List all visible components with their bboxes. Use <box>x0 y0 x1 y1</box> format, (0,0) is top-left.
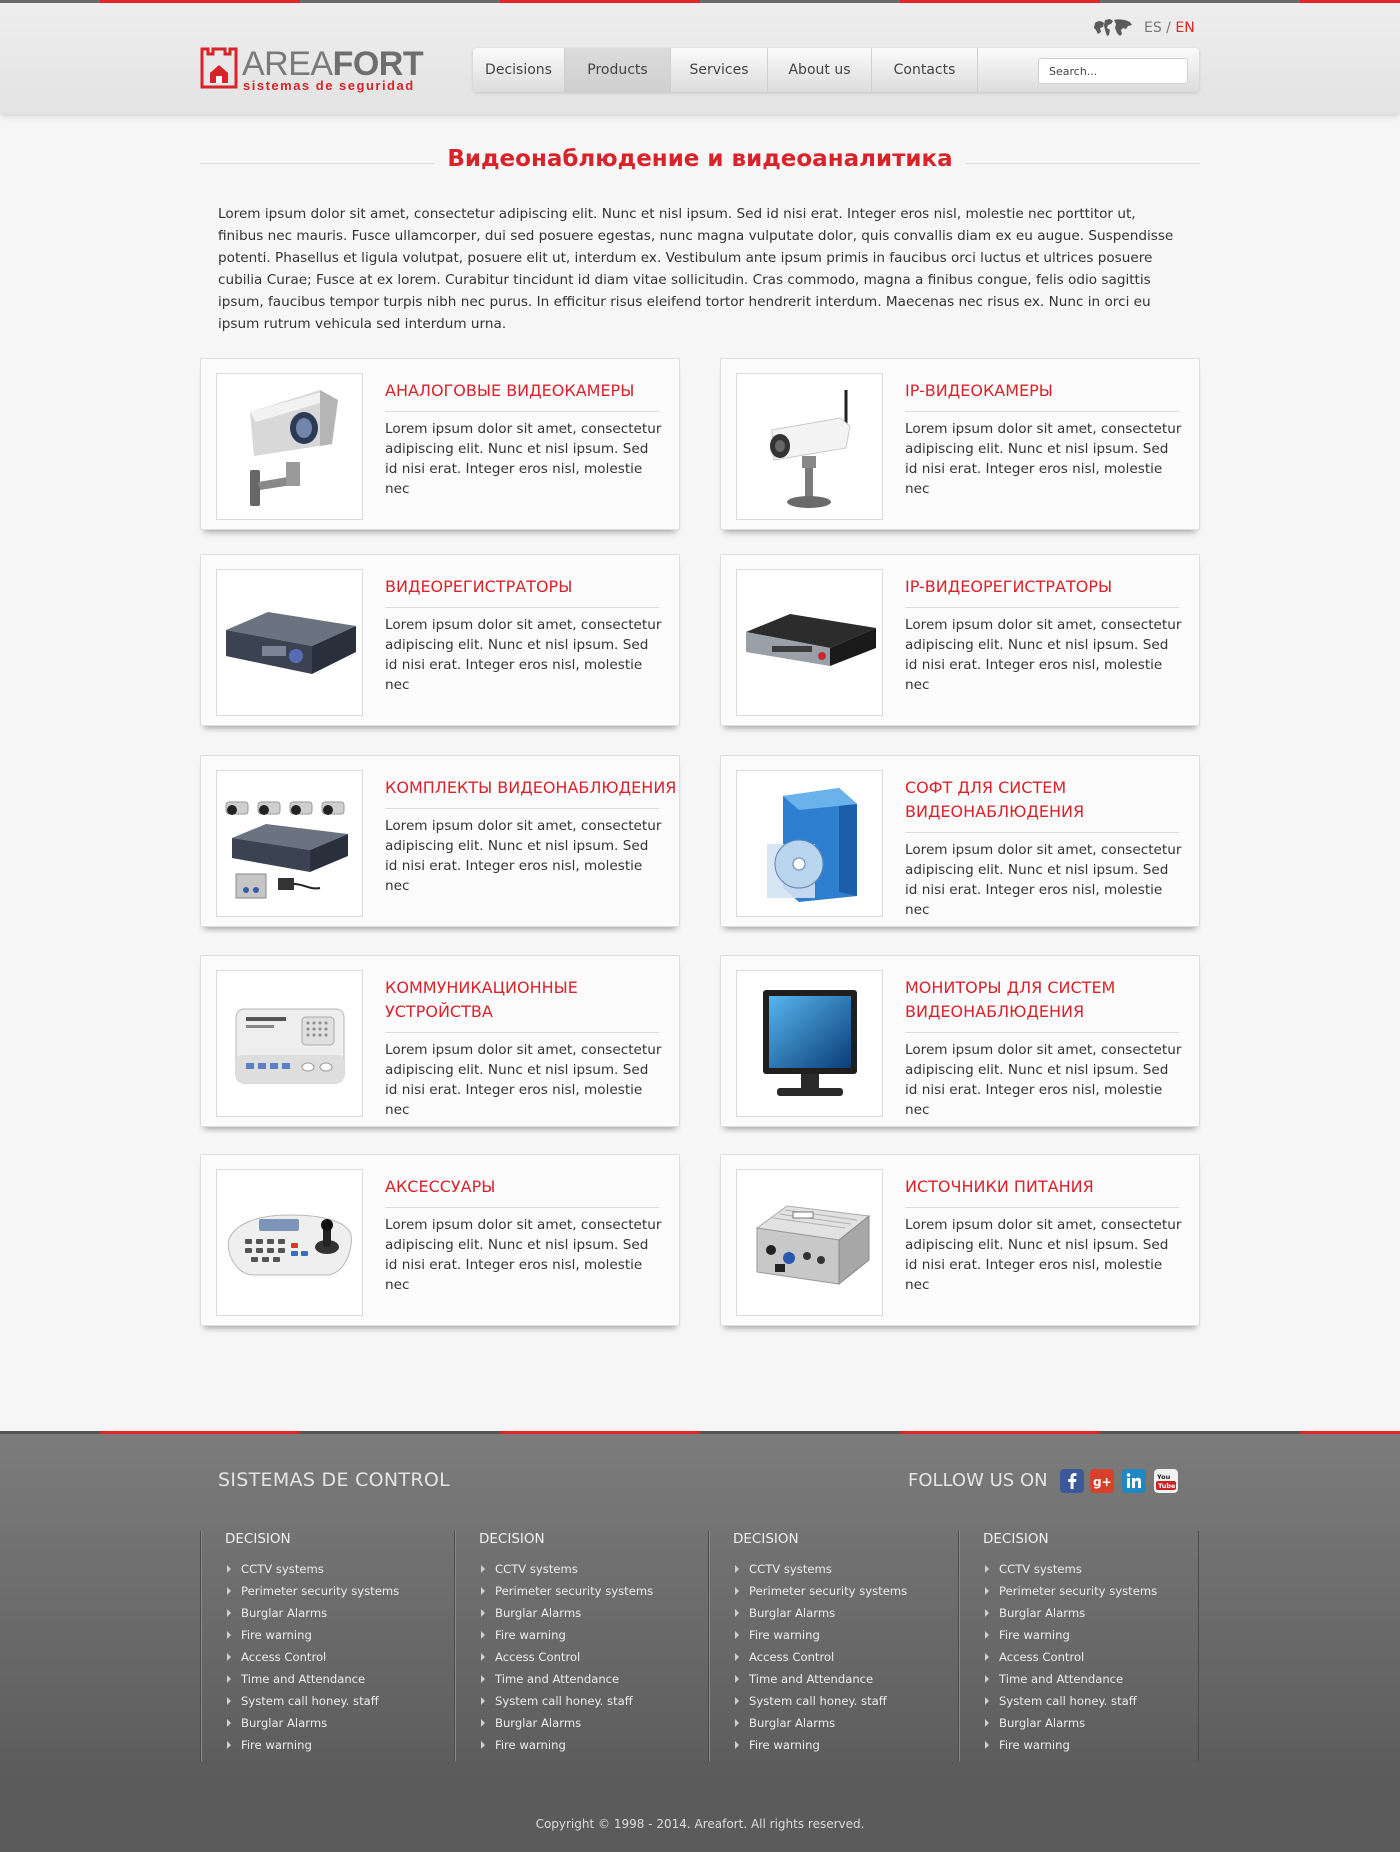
footer-link[interactable]: Perimeter security systems <box>479 1583 653 1605</box>
product-card[interactable] <box>200 955 680 1127</box>
footer-link[interactable]: Burglar Alarms <box>479 1605 653 1627</box>
product-card-text: Lorem ipsum dolor sit amet, consectetur adipiscing elit. Nunc et nisl ipsum. Sed id nisi erat. Integer eros nisl, molestie nec <box>385 1217 662 1293</box>
nav-products[interactable]: Products <box>565 48 671 92</box>
product-card[interactable] <box>720 755 1200 927</box>
product-card[interactable] <box>200 358 680 530</box>
footer-link[interactable]: Time and Attendance <box>733 1671 907 1693</box>
product-thumbnail[interactable] <box>216 970 363 1117</box>
card-divider <box>905 832 1179 833</box>
logo[interactable] <box>200 45 424 93</box>
card-divider <box>905 1207 1179 1208</box>
svg-text:Tube: Tube <box>1158 1482 1176 1490</box>
accent-stripe <box>1300 1431 1400 1434</box>
product-card[interactable] <box>200 554 680 726</box>
footer-link[interactable]: Time and Attendance <box>225 1671 399 1693</box>
nav-services[interactable]: Services <box>671 48 768 92</box>
product-card-text: Lorem ipsum dolor sit amet, consectetur adipiscing elit. Nunc et nisl ipsum. Sed id nisi erat. Integer eros nisl, molestie nec <box>905 421 1182 497</box>
card-divider <box>385 1032 659 1033</box>
product-card-text: Lorem ipsum dolor sit amet, consectetur adipiscing elit. Nunc et nisl ipsum. Sed id nisi erat. Integer eros nisl, molestie nec <box>905 617 1182 693</box>
product-card-title[interactable]: АНАЛОГОВЫЕ ВИДЕОКАМЕРЫ <box>385 381 635 400</box>
footer-link[interactable]: Perimeter security systems <box>733 1583 907 1605</box>
footer-link[interactable]: Fire warning <box>225 1627 399 1649</box>
nav-contacts[interactable]: Contacts <box>872 48 978 92</box>
footer-link[interactable]: Fire warning <box>983 1627 1157 1649</box>
product-card[interactable] <box>200 755 680 927</box>
intro-paragraph: Lorem ipsum dolor sit amet, consectetur adipiscing elit. Nunc et nisl ipsum. Sed id nisi erat. Integer eros nisl, molestie nec porttitor ut, finibus nec mauris. Fusce ullamcorper, dui sed posuere egestas, nunc magna vulputate dolor, quis convallis diam ex eu augue. Suspendisse potenti. Phasellus et ligula volutpat, posuere elit ut, interdum ex. Vestibulum ante ipsum primis in faucibus orci luctus et ultrices posuere cubilia Curae; Fusce at ex lorem. Curabitur tincidunt id diam vitae sollicitudin. Cras commodo, magna a finibus congue, felis odio sagittis ipsum, faucibus tempor turpis nibh nec purus. In efficitur risus eleifend tortor hendrerit interdum. Maecenas nec risus ex. Nunc in orci eu ipsum rutrum vehicula sed interdum urna. <box>218 206 1174 332</box>
ptz-keyboard-icon <box>223 1203 357 1283</box>
footer-link[interactable]: Perimeter security systems <box>983 1583 1157 1605</box>
card-divider <box>385 1207 659 1208</box>
lang-separator: / <box>1161 20 1176 36</box>
footer-column-divider <box>1198 1531 1199 1761</box>
footer-link-list <box>225 1561 399 1759</box>
footer-link[interactable]: Burglar Alarms <box>479 1715 653 1737</box>
product-card-title[interactable]: КОММУНИКАЦИОННЫЕ УСТРОЙСТВА <box>385 978 578 1021</box>
footer-link[interactable]: Time and Attendance <box>479 1671 653 1693</box>
nvr-icon <box>742 608 878 678</box>
card-divider <box>905 411 1179 412</box>
google-plus-icon[interactable] <box>1090 1469 1114 1493</box>
product-card-title[interactable]: IP-ВИДЕОКАМЕРЫ <box>905 381 1053 400</box>
software-box-icon <box>755 784 865 904</box>
footer-link[interactable]: Access Control <box>733 1649 907 1671</box>
product-card-title[interactable]: МОНИТОРЫ ДЛЯ СИСТЕМ ВИДЕОНАБЛЮДЕНИЯ <box>905 978 1116 1021</box>
footer-link[interactable]: Burglar Alarms <box>225 1605 399 1627</box>
site-header <box>0 0 1400 114</box>
footer-link[interactable]: Fire warning <box>225 1737 399 1759</box>
footer-link[interactable]: Fire warning <box>733 1627 907 1649</box>
logo-word-bold: FORT <box>332 45 424 83</box>
product-thumbnail[interactable] <box>216 569 363 716</box>
footer-link[interactable]: Fire warning <box>479 1737 653 1759</box>
product-card-title[interactable]: КОМПЛЕКТЫ ВИДЕОНАБЛЮДЕНИЯ <box>385 778 677 797</box>
footer-column-heading: DECISION <box>479 1531 545 1547</box>
youtube-icon[interactable] <box>1154 1469 1178 1493</box>
footer-link[interactable]: Access Control <box>983 1649 1157 1671</box>
svg-text:You: You <box>1157 1473 1171 1481</box>
footer-link-list <box>983 1561 1157 1759</box>
footer-column-heading: DECISION <box>983 1531 1049 1547</box>
footer-link[interactable]: Fire warning <box>479 1627 653 1649</box>
power-supply-icon <box>745 1198 875 1288</box>
nav-about-us[interactable]: About us <box>768 48 872 92</box>
footer-link[interactable]: System call honey. staff <box>225 1693 399 1715</box>
page-title-text: Видеонаблюдение и видеоаналитика <box>435 146 964 172</box>
footer-link[interactable]: Burglar Alarms <box>225 1715 399 1737</box>
logo-tagline: sistemas de seguridad <box>243 78 415 93</box>
product-card[interactable] <box>720 955 1200 1127</box>
search-input[interactable] <box>1038 58 1188 84</box>
footer-link[interactable]: Burglar Alarms <box>983 1605 1157 1627</box>
footer-link[interactable]: Perimeter security systems <box>225 1583 399 1605</box>
product-thumbnail[interactable] <box>216 373 363 520</box>
product-card[interactable] <box>720 358 1200 530</box>
footer-link[interactable]: Access Control <box>225 1649 399 1671</box>
linkedin-icon[interactable] <box>1122 1469 1146 1493</box>
page-title <box>200 146 1200 172</box>
product-card-text: Lorem ipsum dolor sit amet, consectetur adipiscing elit. Nunc et nisl ipsum. Sed id nisi erat. Integer eros nisl, molestie nec <box>385 421 662 497</box>
footer-link[interactable]: System call honey. staff <box>479 1693 653 1715</box>
product-card-text: Lorem ipsum dolor sit amet, consectetur adipiscing elit. Nunc et nisl ipsum. Sed id nisi erat. Integer eros nisl, molestie nec <box>385 1042 662 1118</box>
footer-column <box>958 1531 1198 1761</box>
language-switcher <box>1092 17 1195 39</box>
footer-link[interactable]: Time and Attendance <box>983 1671 1157 1693</box>
footer-link[interactable]: Access Control <box>479 1649 653 1671</box>
product-card[interactable] <box>720 554 1200 726</box>
product-thumbnail[interactable] <box>736 970 883 1117</box>
product-thumbnail[interactable] <box>736 569 883 716</box>
card-divider <box>385 411 659 412</box>
svg-text:g+: g+ <box>1093 1475 1112 1489</box>
ip-camera-icon <box>750 382 870 512</box>
follow-us-label: FOLLOW US ON <box>908 1470 1048 1491</box>
product-card-title[interactable]: ИСТОЧНИКИ ПИТАНИЯ <box>905 1177 1094 1196</box>
footer-link[interactable]: System call honey. staff <box>983 1693 1157 1715</box>
footer-link[interactable]: CCTV systems <box>479 1561 653 1583</box>
product-card-title[interactable]: ВИДЕОРЕГИСТРАТОРЫ <box>385 577 573 596</box>
footer-link[interactable]: Burglar Alarms <box>983 1715 1157 1737</box>
accent-stripe <box>100 1431 300 1434</box>
footer-link-list <box>733 1561 907 1759</box>
site-footer <box>0 1431 1400 1796</box>
footer-link[interactable]: CCTV systems <box>225 1561 399 1583</box>
castle-logo-icon <box>200 47 238 89</box>
monitor-icon <box>755 984 865 1104</box>
footer-link[interactable]: Burglar Alarms <box>733 1605 907 1627</box>
lang-es-link[interactable]: ES <box>1144 20 1162 36</box>
footer-link[interactable]: Fire warning <box>733 1737 907 1759</box>
dvr-icon <box>222 608 358 678</box>
page-title-row <box>200 146 1200 180</box>
product-card-text: Lorem ipsum dolor sit amet, consectetur adipiscing elit. Nunc et nisl ipsum. Sed id nisi erat. Integer eros nisl, molestie nec <box>385 617 662 693</box>
lang-en-link[interactable]: EN <box>1175 20 1195 36</box>
accent-stripe <box>900 1431 1100 1434</box>
product-card-text: Lorem ipsum dolor sit amet, consectetur adipiscing elit. Nunc et nisl ipsum. Sed id nisi erat. Integer eros nisl, molestie nec <box>905 842 1182 918</box>
footer-link[interactable]: CCTV systems <box>983 1561 1157 1583</box>
product-card-text: Lorem ipsum dolor sit amet, consectetur adipiscing elit. Nunc et nisl ipsum. Sed id nisi erat. Integer eros nisl, molestie nec <box>905 1217 1182 1293</box>
footer-link-list <box>479 1561 653 1759</box>
footer-link[interactable]: Burglar Alarms <box>733 1715 907 1737</box>
product-card-text: Lorem ipsum dolor sit amet, consectetur adipiscing elit. Nunc et nisl ipsum. Sed id nisi erat. Integer eros nisl, molestie nec <box>385 818 662 894</box>
surveillance-kit-icon <box>222 782 358 906</box>
facebook-icon[interactable] <box>1060 1469 1084 1493</box>
product-thumbnail[interactable] <box>736 1169 883 1316</box>
analog-camera-icon <box>230 382 350 512</box>
product-card[interactable] <box>720 1154 1200 1326</box>
product-card-title[interactable]: IP-ВИДЕОРЕГИСТРАТОРЫ <box>905 577 1113 596</box>
footer-column <box>454 1531 700 1761</box>
product-thumbnail[interactable] <box>736 770 883 917</box>
accent-stripe <box>900 0 1100 3</box>
nav-decisions[interactable]: Decisions <box>473 48 565 92</box>
logo-word-light: AREA <box>242 45 333 83</box>
footer-link[interactable]: Fire warning <box>983 1737 1157 1759</box>
footer-column <box>708 1531 950 1761</box>
product-thumbnail[interactable] <box>216 770 363 917</box>
accent-stripe <box>100 0 300 3</box>
world-map-icon <box>1092 17 1134 39</box>
footer-column-heading: DECISION <box>225 1531 291 1547</box>
intercom-icon <box>230 999 350 1089</box>
product-card-title[interactable]: СОФТ ДЛЯ СИСТЕМ ВИДЕОНАБЛЮДЕНИЯ <box>905 778 1085 821</box>
footer-column <box>200 1531 448 1761</box>
product-card[interactable] <box>200 1154 680 1326</box>
copyright-bar: Copyright © 1998 - 2014. Areafort. All rights reserved. <box>0 1796 1400 1852</box>
card-divider <box>385 808 659 809</box>
footer-link[interactable]: CCTV systems <box>733 1561 907 1583</box>
product-thumbnail[interactable] <box>736 373 883 520</box>
product-card-title[interactable]: АКСЕССУАРЫ <box>385 1177 496 1196</box>
accent-stripe <box>1300 0 1400 3</box>
card-divider <box>385 607 659 608</box>
accent-stripe <box>500 1431 700 1434</box>
footer-title: SISTEMAS DE CONTROL <box>218 1469 450 1491</box>
product-thumbnail[interactable] <box>216 1169 363 1316</box>
footer-link[interactable]: System call honey. staff <box>733 1693 907 1715</box>
card-divider <box>905 607 1179 608</box>
product-card-text: Lorem ipsum dolor sit amet, consectetur adipiscing elit. Nunc et nisl ipsum. Sed id nisi erat. Integer eros nisl, molestie nec <box>905 1042 1182 1118</box>
footer-column-heading: DECISION <box>733 1531 799 1547</box>
card-divider <box>905 1032 1179 1033</box>
accent-stripe <box>500 0 700 3</box>
